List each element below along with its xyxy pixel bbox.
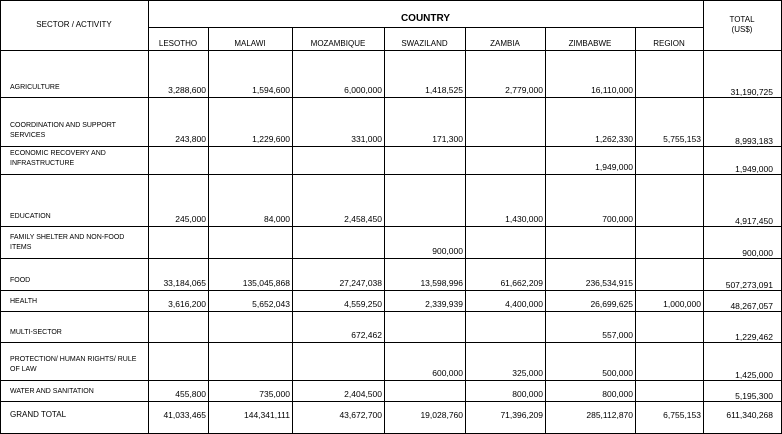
cell-value: 19,028,760 xyxy=(420,410,463,420)
cell-value: 557,000 xyxy=(602,330,633,340)
cell-value: 500,000 xyxy=(602,368,633,378)
sector-activity-header: SECTOR / ACTIVITY xyxy=(36,20,112,29)
cell-value: 455,800 xyxy=(175,389,206,399)
cell-value: 84,000 xyxy=(264,214,290,224)
row-total: 1,229,462 xyxy=(735,332,773,342)
cell-value: 1,430,000 xyxy=(505,214,543,224)
row-total: 1,425,000 xyxy=(735,370,773,380)
row-sector-label: GRAND TOTAL xyxy=(10,410,67,419)
grid-line xyxy=(0,50,782,51)
row-total: 1,949,000 xyxy=(735,164,773,174)
row-total: 900,000 xyxy=(742,248,773,258)
cell-value: 4,559,250 xyxy=(344,299,382,309)
grid-line xyxy=(148,27,704,28)
cell-value: 26,699,625 xyxy=(590,299,633,309)
column-header-malawi: MALAWI xyxy=(234,39,266,48)
cell-value: 1,418,525 xyxy=(425,85,463,95)
total-currency-header: (US$) xyxy=(731,25,753,34)
grid-line xyxy=(0,146,782,147)
cell-value: 13,598,996 xyxy=(420,278,463,288)
row-sector-label: FOOD xyxy=(10,277,31,284)
row-sector-label: ECONOMIC RECOVERY AND INFRASTRUCTURE xyxy=(10,150,106,167)
cell-value: 71,396,209 xyxy=(500,410,543,420)
cell-value: 1,262,330 xyxy=(595,134,633,144)
cell-value: 800,000 xyxy=(512,389,543,399)
cell-value: 3,616,200 xyxy=(168,299,206,309)
cell-value: 1,594,600 xyxy=(252,85,290,95)
row-total: 31,190,725 xyxy=(730,87,773,97)
row-total: 611,340,268 xyxy=(726,410,773,420)
cell-value: 5,652,043 xyxy=(252,299,290,309)
cell-value: 1,229,600 xyxy=(252,134,290,144)
country-header: COUNTRY xyxy=(400,13,451,24)
column-header-mozambique: MOZAMBIQUE xyxy=(310,39,366,48)
cell-value: 6,000,000 xyxy=(344,85,382,95)
cell-value: 1,000,000 xyxy=(663,299,701,309)
row-sector-label: FAMILY SHELTER AND NON-FOOD ITEMS xyxy=(10,234,125,251)
column-header-swaziland: SWAZILAND xyxy=(401,39,448,48)
grid-line xyxy=(0,290,782,291)
cell-value: 61,662,209 xyxy=(500,278,543,288)
row-sector-label: EDUCATION xyxy=(10,213,51,220)
row-sector-label: AGRICULTURE xyxy=(10,84,60,91)
cell-value: 285,112,870 xyxy=(586,410,633,420)
row-total: 507,273,091 xyxy=(725,280,773,290)
row-sector-label: MULTI-SECTOR xyxy=(10,329,62,336)
cell-value: 900,000 xyxy=(432,246,463,256)
grid-line xyxy=(0,401,782,402)
cell-value: 27,247,038 xyxy=(339,278,382,288)
row-sector-label: HEALTH xyxy=(10,298,38,305)
cell-value: 144,341,111 xyxy=(243,410,290,420)
cell-value: 331,000 xyxy=(351,134,382,144)
cell-value: 700,000 xyxy=(602,214,633,224)
cell-value: 171,300 xyxy=(432,134,463,144)
column-header-region: REGION xyxy=(653,39,685,48)
total-header: TOTAL xyxy=(729,15,755,24)
row-sector-label: PROTECTION/ HUMAN RIGHTS/ RULE OF LAW xyxy=(10,356,137,373)
cell-value: 672,462 xyxy=(351,330,382,340)
cell-value: 135,045,868 xyxy=(242,278,290,288)
cell-value: 2,458,450 xyxy=(344,214,382,224)
cell-value: 243,800 xyxy=(175,134,206,144)
cell-value: 245,000 xyxy=(175,214,206,224)
cell-value: 600,000 xyxy=(432,368,463,378)
cell-value: 6,755,153 xyxy=(663,410,701,420)
row-sector-label: WATER AND SANITATION xyxy=(10,388,94,395)
cell-value: 800,000 xyxy=(602,389,633,399)
grid-line xyxy=(0,97,782,98)
cell-value: 33,184,065 xyxy=(163,278,206,288)
grid-line xyxy=(0,258,782,259)
row-total: 48,267,057 xyxy=(730,301,773,311)
grid-line xyxy=(0,174,782,175)
grid-line xyxy=(0,226,782,227)
cell-value: 43,672,700 xyxy=(339,410,382,420)
grid-line xyxy=(0,342,782,343)
row-sector-label: COORDINATION AND SUPPORT SERVICES xyxy=(10,122,116,139)
column-header-zambia: ZAMBIA xyxy=(490,39,520,48)
cell-value: 735,000 xyxy=(259,389,290,399)
cell-value: 41,033,465 xyxy=(163,410,206,420)
row-total: 4,917,450 xyxy=(735,216,773,226)
cell-value: 16,110,000 xyxy=(591,85,633,95)
grid-line xyxy=(0,0,782,1)
grid-line xyxy=(635,27,636,434)
row-total: 8,993,183 xyxy=(735,136,773,146)
cell-value: 4,400,000 xyxy=(505,299,543,309)
column-header-lesotho: LESOTHO xyxy=(158,39,198,48)
cell-value: 236,534,915 xyxy=(585,278,633,288)
grid-line xyxy=(0,380,782,381)
cell-value: 3,288,600 xyxy=(168,85,206,95)
cell-value: 2,339,939 xyxy=(425,299,463,309)
cell-value: 2,404,500 xyxy=(344,389,382,399)
cell-value: 1,949,000 xyxy=(595,162,633,172)
grid-line xyxy=(0,0,1,434)
cell-value: 325,000 xyxy=(512,368,543,378)
column-header-zimbabwe: ZIMBABWE xyxy=(568,39,612,48)
cell-value: 5,755,153 xyxy=(663,134,701,144)
row-total: 5,195,300 xyxy=(735,391,773,401)
cell-value: 2,779,000 xyxy=(505,85,543,95)
grid-line xyxy=(0,311,782,312)
